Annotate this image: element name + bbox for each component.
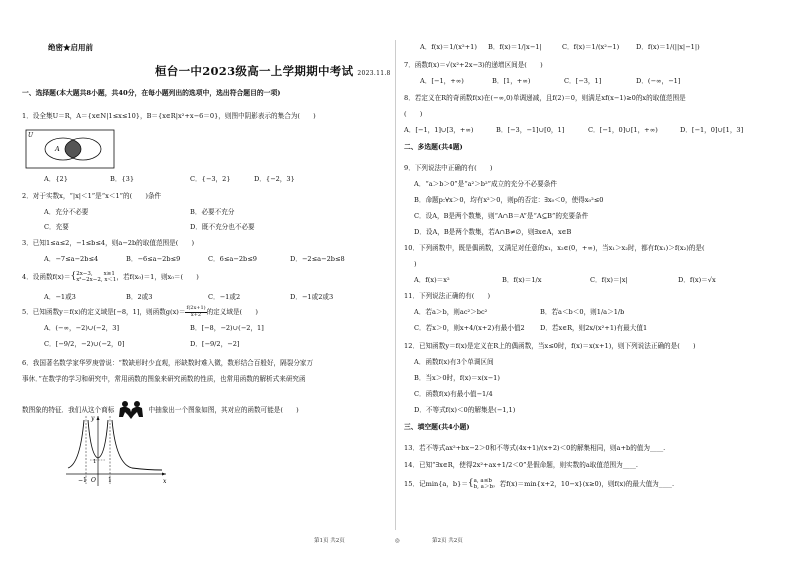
function-graph <box>62 412 172 488</box>
q2-option-a[interactable]: A．充分不必要 <box>44 208 89 216</box>
question-5 <box>22 306 258 318</box>
q2-option-d[interactable]: D．既不充分也不必要 <box>190 223 255 231</box>
q5-numerator: f(2x+1) <box>186 305 206 311</box>
footer-page-1: 第1页 共2页 <box>314 538 345 544</box>
column-divider <box>395 40 396 530</box>
q5-options-row2 <box>44 341 239 349</box>
q6-text-before-logo: 数图象的特征．我们从这个商标 <box>22 406 115 414</box>
q4-option-b[interactable]: B．2或3 <box>126 293 153 301</box>
question-11: 11．下列说法正确的有( ) <box>404 292 491 300</box>
venn-a-label: A <box>55 145 60 153</box>
footer-mark: ◎ <box>395 538 400 544</box>
q8-option-c[interactable]: C．[−1，0]∪[1，+∞) <box>588 126 658 134</box>
q6-option-a[interactable]: A．f(x)＝1/(x²+1) <box>420 43 477 51</box>
q10-option-a[interactable]: A．f(x)＝x² <box>414 276 450 284</box>
question-7: 7．函数f(x)＝√(x²+2x−3)的递增区间是( ) <box>404 61 543 69</box>
q8-option-d[interactable]: D．[−1，0]∪[1，3] <box>680 126 744 134</box>
q15-prefix: 15．记min{a，b}＝ <box>404 480 468 488</box>
q1-options <box>44 176 295 184</box>
q11-option-b[interactable]: B．若a＜b＜0，则1/a＞1/b <box>540 308 625 316</box>
venn-b-label: B <box>85 145 90 153</box>
q15-case-2: b, a＞b <box>473 484 493 490</box>
q7-option-c[interactable]: C．[−3，1] <box>564 77 602 85</box>
q10-option-c[interactable]: C．f(x)＝|x| <box>590 276 628 284</box>
question-13: 13．若不等式ax²+bx−2＞0和不等式(4x+1)/(x+2)＜0的解集相同，则a+b的值为____. <box>404 444 666 452</box>
q4-options <box>44 294 333 302</box>
q9-option-b[interactable]: B．命题p:∀x＞0，均有x²＞0，则p的否定：∃x₀＜0，使得x₀²≤0 <box>414 196 604 204</box>
question-6-line-1: 6．我国著名数学家华罗庚曾说：“数缺形时少直观，形缺数时难入微，数形结合百般好，隔裂分家万 <box>22 359 314 367</box>
graph-neg-one-label: −1 <box>78 477 87 484</box>
q1-option-a[interactable]: A．{2} <box>44 175 68 183</box>
q11-option-a[interactable]: A．若a＞b，则ac²＞bc² <box>414 308 488 316</box>
q12-option-a[interactable]: A．函数f(x)有3个单调区间 <box>414 358 494 366</box>
q7-options <box>420 78 680 86</box>
q11-options-row1 <box>414 309 624 317</box>
q2-options-row1 <box>44 209 234 217</box>
q3-options <box>44 256 345 264</box>
q6-options <box>420 44 700 52</box>
question-2: 2．对于实数x，“|x|＜1”是“x＜1”的( )条件 <box>22 192 162 200</box>
q10-options <box>414 277 716 285</box>
question-1: 1．设全集U＝R，A＝{x∈N|1≤x≤10}，B＝{x∈R|x²+x−6＝0}，则图中阴影表示的集合为( ) <box>22 112 316 120</box>
graph-origin-label: O <box>91 477 96 484</box>
q6-option-c[interactable]: C．f(x)＝1/(x²−1) <box>562 43 620 51</box>
q9-option-c[interactable]: C．设A，B是两个数集，则“A∩B＝A”是“A⊆B”的充要条件 <box>414 212 589 220</box>
q7-option-d[interactable]: D．(−∞，−1] <box>636 77 681 85</box>
q11-options-row2 <box>414 325 647 333</box>
q12-option-c[interactable]: C．函数f(x)有最小值−1/4 <box>414 390 493 398</box>
q5-options-row1 <box>44 325 264 333</box>
q8-option-a[interactable]: A．[−1，1]∪[3，+∞) <box>404 126 474 134</box>
q4-case-2: x²−2x−2, x＜1 <box>76 277 117 283</box>
q12-option-d[interactable]: D．不等式f(x)＜0的解集是(−1,1) <box>414 406 516 414</box>
q8-option-b[interactable]: B．[−3，−1]∪[0，1] <box>496 126 565 134</box>
q3-option-c[interactable]: C．6≤a−2b≤9 <box>208 255 257 263</box>
q6-text-after-logo: 中抽象出一个图象如图，其对应的函数可能是( ) <box>148 406 299 414</box>
q5-option-d[interactable]: D．[−9/2，−2] <box>190 340 240 348</box>
q1-option-b[interactable]: B．{3} <box>110 175 135 183</box>
question-14: 14．已知“∃x∈R，使得2x²+ax+1/2＜0”是假命题，则实数的a取值范围为____. <box>404 461 639 469</box>
q8-options <box>404 127 743 135</box>
q10-option-b[interactable]: B．f(x)＝1/x <box>502 276 542 284</box>
q6-option-d[interactable]: D．f(x)＝1/(||x|−1|) <box>636 43 700 51</box>
question-8-line-1: 8．若定义在R的奇函数f(x)在(−∞,0)单调递减，且f(2)＝0，则满足xf(x−1)≥0的x的取值范围是 <box>404 94 686 102</box>
q4-suffix: ，若f(x₀)＝1，则x₀＝( ) <box>116 273 199 281</box>
q11-option-c[interactable]: C．若x＞0，则x+4/(x+2)有最小值2 <box>414 324 525 332</box>
q2-option-c[interactable]: C．充要 <box>44 223 69 231</box>
q4-case-1: 2x−3, x≥1 <box>76 271 115 277</box>
q10-option-d[interactable]: D．f(x)＝√x <box>678 276 716 284</box>
q4-option-d[interactable]: D．−1或2或3 <box>290 293 334 301</box>
q5-prefix: 5．已知函数y＝f(x)的定义域是[−8，1]，则函数g(x)＝ <box>22 308 186 316</box>
graph-pos-one-label: 1 <box>108 477 112 484</box>
q5-suffix: 的定义域是( ) <box>206 308 258 316</box>
exam-date: 2023.11.8 <box>357 70 391 77</box>
question-10-line-2: ) <box>414 260 417 268</box>
exam-title <box>155 65 391 79</box>
question-9: 9．下列说法中正确的有( ) <box>404 164 493 172</box>
q15-suffix: ，若f(x)＝min{x+2，10−x}(x≥0)，则f(x)的最大值为____. <box>492 480 675 488</box>
question-3: 3．已知1≤a≤2，−1≤b≤4，则a−2b的取值范围是( ) <box>22 239 195 247</box>
section-three-heading: 三、填空题(共4小题) <box>404 423 470 431</box>
question-4: 4．设函数f(x)＝{ 2x−3, x≥1 x²−2x−2, x＜1 ，若f(x₀)＝1，则x₀＝( ) <box>22 271 199 283</box>
graph-y-one-label: 1 <box>93 459 97 465</box>
q5-denominator: x+2 <box>190 311 202 318</box>
q1-option-d[interactable]: D．{−2，3} <box>254 175 295 183</box>
q3-option-d[interactable]: D．−2≤a−2b≤8 <box>290 255 345 263</box>
q2-option-b[interactable]: B．必要不充分 <box>190 208 235 216</box>
q7-option-b[interactable]: B．[1，+∞) <box>492 77 531 85</box>
q1-option-c[interactable]: C．{−3，2} <box>190 175 231 183</box>
graph-y-label: y <box>91 415 95 422</box>
question-8-line-2: ( ) <box>404 110 423 118</box>
q4-option-c[interactable]: C．−1或2 <box>208 293 241 301</box>
q3-option-b[interactable]: B．−6≤a−2b≤9 <box>126 255 181 263</box>
venn-u-label: U <box>28 132 34 139</box>
q5-option-b[interactable]: B．[−8，−2)∪(−2，1] <box>190 324 264 332</box>
q2-options-row2 <box>44 224 255 232</box>
question-6-line-2: 事休．”在数学的学习和研究中，常用函数的图象来研究函数的性质，也常用函数的解析式来研究函 <box>22 375 306 383</box>
graph-x-label: x <box>163 478 167 485</box>
footer-page-2: 第2页 共2页 <box>432 538 463 544</box>
q15-case-1: a, a≤b <box>473 478 492 484</box>
q3-option-a[interactable]: A．−7≤a−2b≤4 <box>44 255 99 263</box>
q9-option-a[interactable]: A．“a＞b＞0”是“a²＞b²”成立的充分不必要条件 <box>414 180 557 188</box>
venn-diagram <box>25 129 117 171</box>
section-one-heading: 一、选择题(本大题共8小题，共40分，在每小题列出的选项中，选出符合题目的一项) <box>22 89 281 97</box>
q11-option-d[interactable]: D．若x∈R，则2x/(x²+1)有最大值1 <box>540 324 648 332</box>
q7-option-a[interactable]: A．[−1，+∞) <box>420 77 464 85</box>
question-12: 12．已知函数y＝f(x)是定义在R上的偶函数，当x≤0时，f(x)＝x(x+1)，则下列说法正确的是( ) <box>404 342 696 350</box>
secret-label: 绝密★启用前 <box>48 43 93 52</box>
q12-option-b[interactable]: B．当x＞0时，f(x)＝x(x−1) <box>414 374 500 382</box>
q6-option-b[interactable]: B．f(x)＝1/|x−1| <box>488 43 542 51</box>
question-15: 15．记min{a，b}＝{ a, a≤b b, a＞b ，若f(x)＝min{x+2，10−x}(x≥0)，则f(x)的最大值为____. <box>404 478 675 490</box>
q4-option-a[interactable]: A．−1或3 <box>44 293 76 301</box>
question-10-line-1: 10．下列函数中，既是偶函数，又满足对任意的x₁，x₂∈(0，+∞)，当x₁＞x₂时，都有f(x₁)＞f(x₂)的是( <box>404 244 705 252</box>
q5-fraction <box>185 306 206 318</box>
q9-option-d[interactable]: D．设A，B是两个数集，若A∩B≠∅，则∃x∈A，x∈B <box>414 228 572 236</box>
q4-prefix: 4．设函数f(x)＝ <box>22 273 71 281</box>
q5-option-a[interactable]: A．(−∞，−2)∪(−2，3] <box>44 324 120 332</box>
title-text: 桓台一中2023级高一上学期期中考试 <box>155 64 354 78</box>
section-two-heading: 二、多选题(共4题) <box>404 143 463 151</box>
q5-option-c[interactable]: C．[−9/2，−2)∪(−2，0] <box>44 340 125 348</box>
